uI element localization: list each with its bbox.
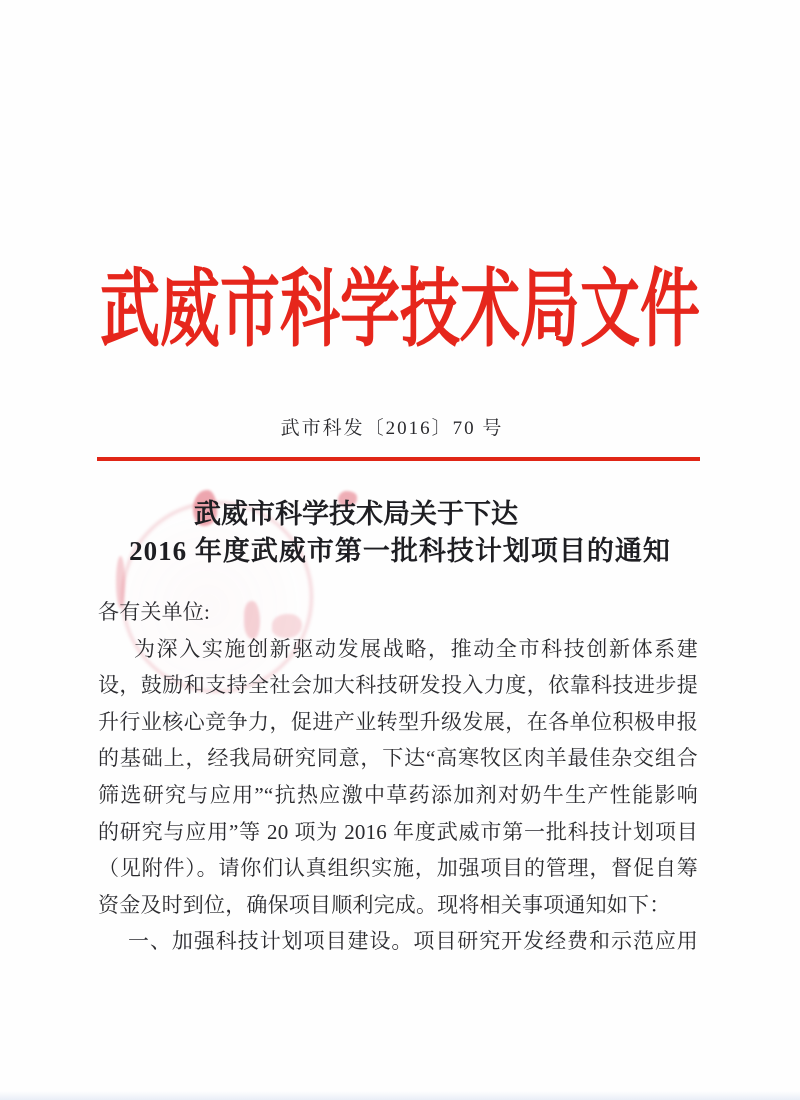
doc-number: 武市科发〔2016〕70 号 [280,418,504,439]
body-line: 为深入实施创新驱动发展战略，推动全市科技创新体系建 [134,636,698,661]
body-line: 设，鼓励和支持全社会加大科技研发投入力度，依靠科技进步提 [98,673,698,698]
body-line: 筛选研究与应用”“抗热应激中草药添加剂对奶牛生产性能影响 [98,782,698,807]
notice-title-line-2: 2016 年度武威市第一批科技计划项目的通知 [129,536,671,566]
body-line: 的研究与应用”等 20 项为 2016 年度武威市第一批科技计划项目 [98,819,698,844]
notice-title-line-1: 武威市科学技术局关于下达 [194,499,518,529]
red-separator-line [97,457,700,461]
body-line: 资金及时到位，确保项目顺利完成。现将相关事项通知如下： [98,892,671,917]
notice-title [0,496,800,570]
body-line: 的基础上，经我局研究同意，下达“高寒牧区肉羊最佳杂交组合 [98,746,698,771]
agency-title: 武威市科学技术局文件 [100,263,700,357]
salutation: 各有关单位: [98,600,211,624]
body-line: 升行业核心竞争力，促进产业转型升级发展，在各单位积极申报 [98,709,698,734]
body-line: 一、加强科技计划项目建设。项目研究开发经费和示范应用 [128,929,698,954]
scan-edge-artifact [0,1091,800,1100]
body-line: （见附件）。请你们认真组织实施，加强项目的管理，督促自筹 [98,856,698,881]
notice-body [98,594,698,960]
